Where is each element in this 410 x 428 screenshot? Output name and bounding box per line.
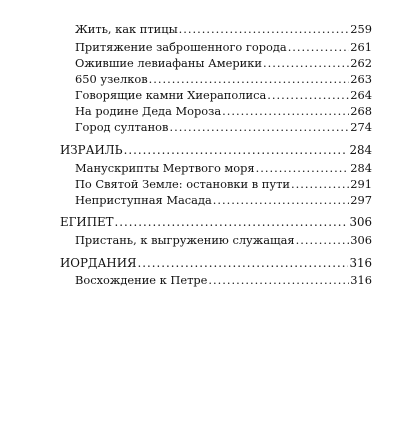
toc-section-title: ИЗРАИЛЬ	[60, 143, 123, 157]
toc-entry-title: Город султанов	[75, 120, 169, 134]
toc-dot-leader	[149, 72, 350, 87]
toc-dot-leader	[291, 177, 349, 192]
toc-entry-page: 261	[350, 40, 372, 54]
toc-entry-title: Притяжение заброшенного города	[75, 40, 287, 54]
toc-entry-title: Восхождение к Петре	[75, 273, 208, 287]
toc-entry-page: 284	[350, 161, 372, 175]
toc-dot-leader	[256, 161, 350, 176]
toc-section	[60, 143, 372, 158]
toc-entry	[75, 120, 372, 135]
toc-entry	[75, 22, 372, 37]
toc-entry-page: 262	[350, 56, 372, 70]
toc-entry-title: Ожившие левиафаны Америки	[75, 56, 262, 70]
toc-dot-leader	[288, 40, 350, 55]
toc-entry-page: 316	[350, 273, 372, 287]
toc-entry-title: Пристань, к выгружению служащая	[75, 233, 295, 247]
toc-dot-leader	[263, 56, 349, 71]
toc-dot-leader	[169, 120, 349, 135]
toc-section-page: 284	[349, 143, 372, 157]
toc-section-title: ИОРДАНИЯ	[60, 256, 137, 270]
toc-dot-leader	[296, 233, 350, 248]
toc-entry-page: 264	[350, 88, 372, 102]
toc-section-page: 306	[349, 215, 372, 229]
toc-entry	[75, 177, 372, 192]
toc-entry-page: 297	[350, 193, 372, 207]
toc-entry-page: 291	[350, 177, 372, 191]
toc-section	[60, 215, 372, 230]
toc-dot-leader	[114, 215, 348, 230]
toc-entry	[75, 56, 372, 71]
toc-dot-leader	[213, 193, 350, 208]
toc-entry	[75, 273, 372, 288]
toc-dot-leader	[222, 104, 349, 119]
toc-entry-title: На родине Деда Мороза	[75, 104, 222, 118]
toc-entry	[75, 88, 372, 103]
toc-entry	[75, 161, 372, 176]
toc-entry-title: Неприступная Масада	[75, 193, 212, 207]
toc-entry-page: 259	[350, 22, 372, 36]
toc-entry-page: 306	[350, 233, 372, 247]
toc-entry	[75, 104, 372, 119]
toc-entry-title: 650 узелков	[75, 72, 148, 86]
toc-entry-title: Манускрипты Мертвого моря	[75, 161, 255, 175]
toc-entry	[75, 233, 372, 248]
toc-entry-page: 268	[350, 104, 372, 118]
toc-section	[60, 256, 372, 271]
toc-dot-leader	[267, 88, 349, 103]
toc-dot-leader	[124, 143, 349, 158]
toc-dot-leader	[179, 22, 350, 37]
toc-entry-title: Жить, как птицы	[75, 22, 178, 36]
toc-entry-page: 274	[350, 120, 372, 134]
toc-entry	[75, 72, 372, 87]
toc-entry	[75, 193, 372, 208]
toc-entry-title: По Святой Земле: остановки в пути	[75, 177, 290, 191]
toc-dot-leader	[138, 256, 349, 271]
toc-entry-page: 263	[350, 72, 372, 86]
toc-section-title: ЕГИПЕТ	[60, 215, 114, 229]
toc-entry	[75, 40, 372, 55]
toc-dot-leader	[208, 273, 349, 288]
toc-entry-title: Говорящие камни Хиераполиса	[75, 88, 267, 102]
toc-section-page: 316	[349, 256, 372, 270]
